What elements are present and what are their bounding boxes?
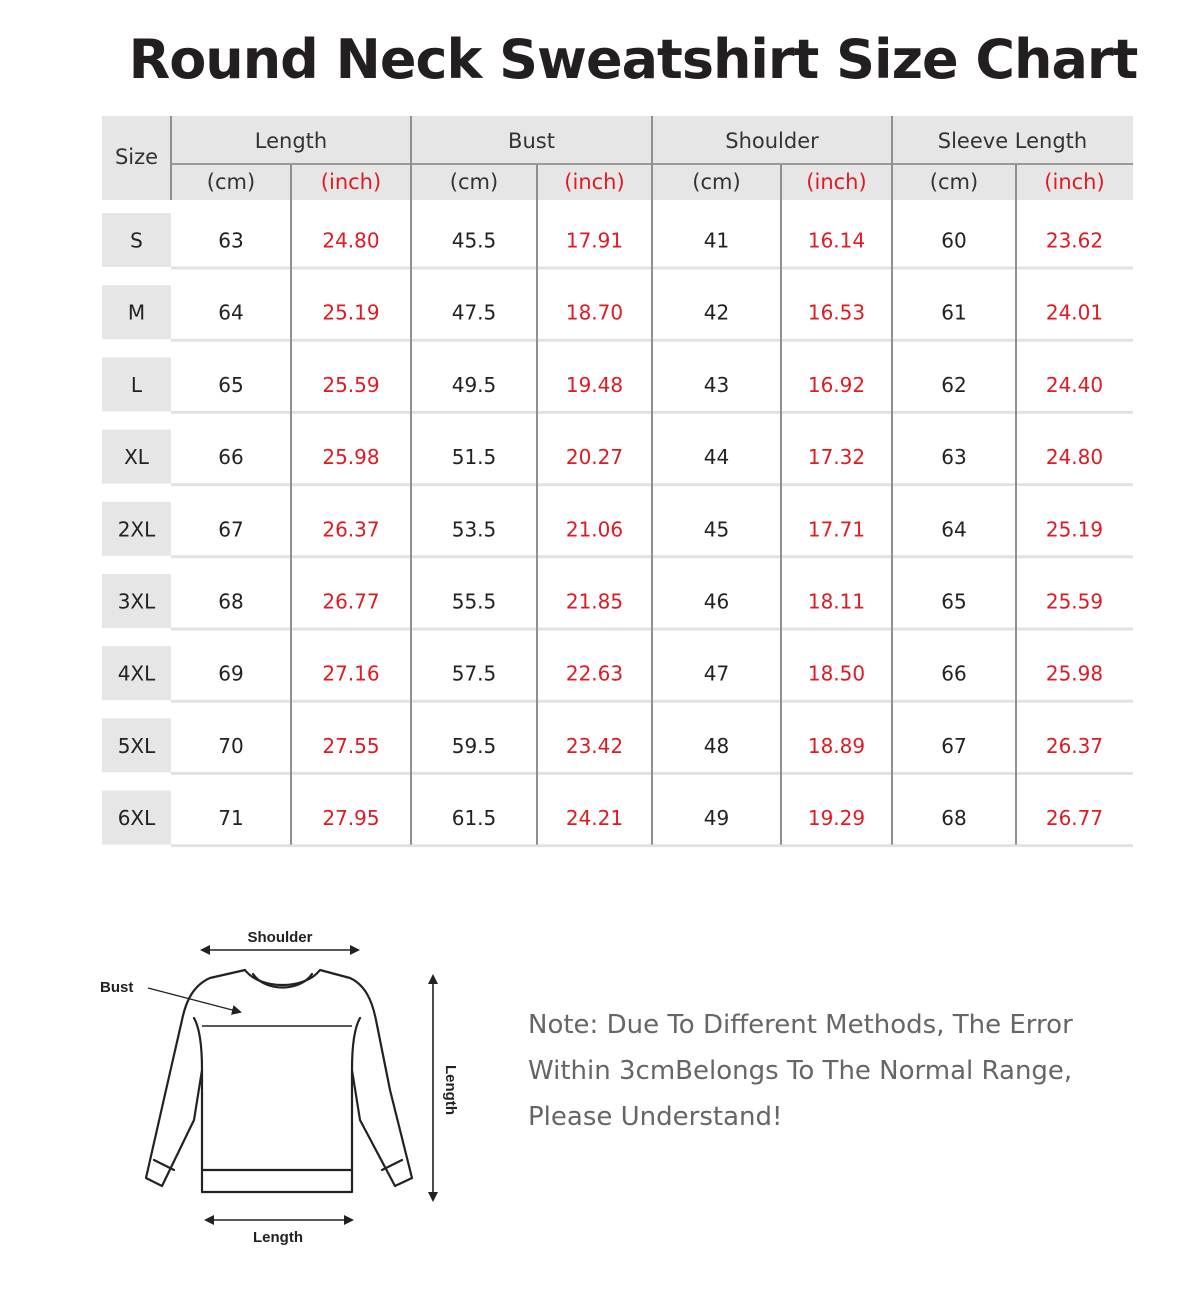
- cell-cm-value: 44: [703, 445, 730, 470]
- cell-cm-value: 57.5: [451, 661, 497, 686]
- cell-cm-value: 41: [703, 228, 730, 253]
- cell-inch-value: 25.59: [322, 372, 380, 397]
- cell-inch-value: 23.42: [565, 733, 624, 758]
- size-label: L: [130, 372, 143, 397]
- page-title: Round Neck Sweatshirt Size Chart: [128, 28, 1138, 91]
- unit-header-inch: (inch): [320, 170, 382, 194]
- column-group-header: Bust: [508, 129, 555, 153]
- cell-inch-value: 25.98: [1045, 661, 1104, 686]
- cell-cm-value: 43: [703, 372, 730, 397]
- cell-cm-value: 45: [703, 517, 730, 542]
- cell-cm-value: 67: [218, 517, 244, 542]
- column-group-header: Shoulder: [725, 129, 819, 153]
- size-label: 5XL: [117, 733, 156, 758]
- cell-cm-value: 49.5: [451, 372, 497, 397]
- cell-inch-value: 20.27: [565, 445, 624, 470]
- cell-inch-value: 17.91: [565, 228, 624, 253]
- cell-inch-value: 18.89: [807, 733, 866, 758]
- length-bottom-label: Length: [253, 1229, 303, 1246]
- note-line-2: Within 3cmBelongs To The Normal Range,: [528, 1056, 1073, 1086]
- cell-cm-value: 48: [703, 733, 730, 758]
- size-label: XL: [124, 445, 149, 470]
- unit-header-cm: (cm): [692, 170, 741, 194]
- sweatshirt-outline-icon: [146, 970, 412, 1192]
- bust-label: Bust: [100, 979, 134, 996]
- size-label: 6XL: [117, 806, 156, 831]
- cell-inch-value: 16.53: [807, 300, 866, 325]
- cell-cm-value: 51.5: [451, 445, 497, 470]
- cell-inch-value: 21.85: [565, 589, 624, 614]
- cell-inch-value: 27.95: [322, 806, 380, 831]
- column-group-header: Sleeve Length: [937, 129, 1088, 153]
- cell-cm-value: 66: [218, 445, 244, 470]
- unit-header-inch: (inch): [564, 170, 625, 194]
- measurement-note: [528, 1002, 1128, 1140]
- cell-cm-value: 53.5: [451, 517, 497, 542]
- cell-cm-value: 47.5: [451, 300, 497, 325]
- cell-inch-value: 16.14: [807, 228, 866, 253]
- unit-header-inch: (inch): [1044, 170, 1105, 194]
- size-label: M: [127, 300, 146, 325]
- cell-cm-value: 49: [703, 806, 730, 831]
- cell-inch-value: 24.21: [565, 806, 624, 831]
- cell-cm-value: 59.5: [451, 733, 497, 758]
- cell-inch-value: 22.63: [565, 661, 624, 686]
- cell-inch-value: 19.29: [807, 806, 866, 831]
- cell-cm-value: 68: [941, 806, 967, 831]
- cell-cm-value: 46: [703, 589, 730, 614]
- unit-header-inch: (inch): [806, 170, 867, 194]
- cell-cm-value: 67: [941, 733, 967, 758]
- cell-inch-value: 24.80: [1045, 445, 1104, 470]
- cell-inch-value: 25.19: [1045, 517, 1104, 542]
- cell-cm-value: 64: [218, 300, 244, 325]
- size-header: Size: [114, 145, 159, 169]
- note-line-1: Note: Due To Different Methods, The Error: [528, 1010, 1073, 1040]
- cell-inch-value: 16.92: [807, 372, 866, 397]
- cell-cm-value: 68: [218, 589, 244, 614]
- cell-inch-value: 25.98: [322, 445, 380, 470]
- cell-inch-value: 27.16: [322, 661, 380, 686]
- cell-cm-value: 45.5: [451, 228, 497, 253]
- size-label: S: [130, 228, 143, 253]
- unit-header-cm: (cm): [449, 170, 499, 194]
- cell-inch-value: 25.59: [1045, 589, 1104, 614]
- unit-header-cm: (cm): [929, 170, 979, 194]
- size-label: 4XL: [117, 661, 156, 686]
- sweatshirt-measurement-diagram: [90, 920, 490, 1250]
- cell-inch-value: 18.11: [807, 589, 866, 614]
- unit-header-cm: (cm): [206, 170, 256, 194]
- size-label: 3XL: [117, 589, 156, 614]
- cell-cm-value: 65: [218, 372, 244, 397]
- cell-inch-value: 24.40: [1045, 372, 1104, 397]
- cell-cm-value: 66: [941, 661, 967, 686]
- cell-cm-value: 71: [218, 806, 244, 831]
- column-group-header: Length: [254, 129, 328, 153]
- cell-inch-value: 23.62: [1045, 228, 1104, 253]
- cell-inch-value: 27.55: [322, 733, 380, 758]
- cell-cm-value: 62: [941, 372, 967, 397]
- cell-cm-value: 47: [703, 661, 730, 686]
- note-line-3: Please Understand!: [528, 1102, 783, 1132]
- cell-inch-value: 26.77: [1045, 806, 1104, 831]
- cell-cm-value: 63: [941, 445, 967, 470]
- size-label: 2XL: [117, 517, 156, 542]
- length-side-label: Length: [442, 1065, 459, 1115]
- cell-cm-value: 42: [703, 300, 730, 325]
- cell-cm-value: 63: [218, 228, 244, 253]
- cell-cm-value: 55.5: [451, 589, 497, 614]
- cell-cm-value: 61: [941, 300, 967, 325]
- cell-cm-value: 69: [218, 661, 244, 686]
- cell-cm-value: 60: [941, 228, 967, 253]
- cell-inch-value: 26.37: [322, 517, 380, 542]
- cell-inch-value: 17.32: [807, 445, 866, 470]
- cell-inch-value: 26.37: [1045, 733, 1104, 758]
- cell-inch-value: 19.48: [565, 372, 624, 397]
- cell-cm-value: 70: [218, 733, 244, 758]
- cell-inch-value: 18.50: [807, 661, 866, 686]
- cell-cm-value: 64: [941, 517, 967, 542]
- cell-cm-value: 61.5: [451, 806, 497, 831]
- cell-inch-value: 26.77: [322, 589, 380, 614]
- cell-cm-value: 65: [941, 589, 967, 614]
- cell-inch-value: 17.71: [807, 517, 866, 542]
- cell-inch-value: 25.19: [322, 300, 380, 325]
- shoulder-label: Shoulder: [247, 929, 313, 946]
- cell-inch-value: 18.70: [565, 300, 624, 325]
- cell-inch-value: 24.80: [322, 228, 380, 253]
- cell-inch-value: 21.06: [565, 517, 624, 542]
- cell-inch-value: 24.01: [1045, 300, 1104, 325]
